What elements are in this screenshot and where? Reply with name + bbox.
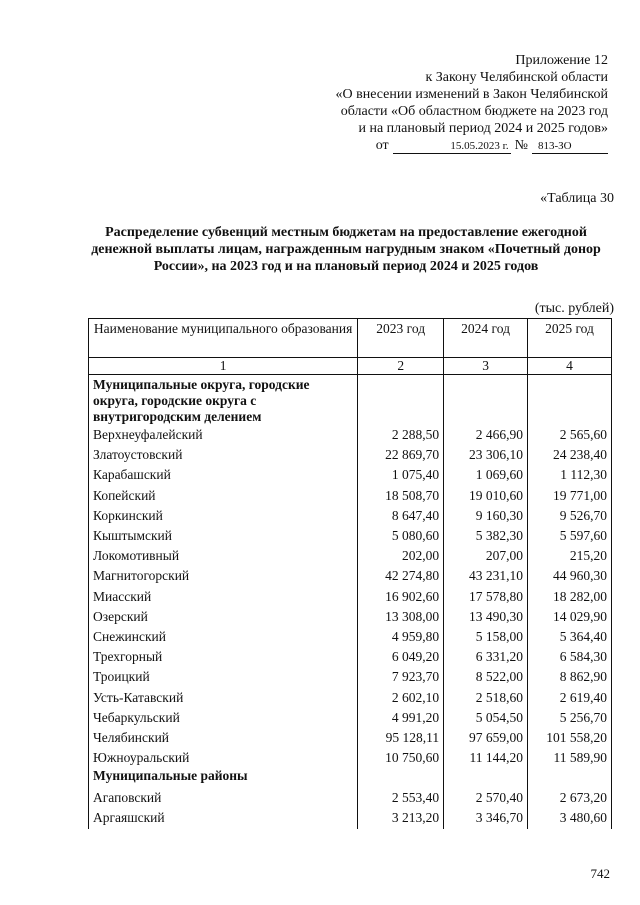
empty-cell xyxy=(358,375,444,426)
value-2025: 101 558,20 xyxy=(528,728,612,748)
value-2023: 1 075,40 xyxy=(358,465,444,485)
section-title: Муниципальные округа, городские округа, городские округа с внутригородским делением xyxy=(89,375,358,426)
value-2024: 3 346,70 xyxy=(444,808,528,828)
value-2024: 11 144,20 xyxy=(444,748,528,768)
table-row xyxy=(89,708,612,728)
col-header-2023: 2023 год xyxy=(358,319,444,358)
municipality-name: Златоустовский xyxy=(89,445,358,465)
value-2023: 95 128,11 xyxy=(358,728,444,748)
table-row xyxy=(89,607,612,627)
value-2023: 18 508,70 xyxy=(358,486,444,506)
col-number-4: 4 xyxy=(528,358,612,375)
col-header-name: Наименование муниципального образования xyxy=(89,319,358,358)
value-2024: 97 659,00 xyxy=(444,728,528,748)
value-2023: 4 991,20 xyxy=(358,708,444,728)
value-2024: 207,00 xyxy=(444,546,528,566)
municipality-name: Снежинский xyxy=(89,627,358,647)
table-row xyxy=(89,627,612,647)
section-title: Муниципальные районы xyxy=(89,768,358,788)
empty-cell xyxy=(528,768,612,788)
empty-cell xyxy=(528,375,612,426)
table-row xyxy=(89,788,612,808)
law-reference: к Закону Челябинской области xyxy=(425,70,608,85)
value-2025: 2 619,40 xyxy=(528,687,612,707)
empty-cell xyxy=(358,768,444,788)
col-number-1: 1 xyxy=(89,358,358,375)
municipality-name: Аргаяшский xyxy=(89,808,358,828)
value-2023: 7 923,70 xyxy=(358,667,444,687)
empty-cell xyxy=(444,375,528,426)
municipality-name: Трехгорный xyxy=(89,647,358,667)
empty-cell xyxy=(444,768,528,788)
table-row xyxy=(89,506,612,526)
municipality-name: Чебаркульский xyxy=(89,708,358,728)
value-2025: 5 364,40 xyxy=(528,627,612,647)
value-2025: 1 112,30 xyxy=(528,465,612,485)
table-header-row xyxy=(89,319,612,358)
table-row xyxy=(89,728,612,748)
value-2024: 5 382,30 xyxy=(444,526,528,546)
value-2023: 16 902,60 xyxy=(358,587,444,607)
page-number: 742 xyxy=(590,866,610,881)
table-row xyxy=(89,445,612,465)
table-row xyxy=(89,647,612,667)
value-2025: 215,20 xyxy=(528,546,612,566)
value-2025: 14 029,90 xyxy=(528,607,612,627)
value-2025: 18 282,00 xyxy=(528,587,612,607)
value-2024: 1 069,60 xyxy=(444,465,528,485)
subvention-table xyxy=(88,318,612,829)
table-row xyxy=(89,667,612,687)
table-row xyxy=(89,808,612,828)
value-2025: 2 673,20 xyxy=(528,788,612,808)
municipality-name: Верхнеуфалейский xyxy=(89,425,358,445)
value-2023: 6 049,20 xyxy=(358,647,444,667)
appendix-title: Приложение 12 xyxy=(515,53,608,68)
table-row xyxy=(89,486,612,506)
value-2024: 43 231,10 xyxy=(444,566,528,586)
value-2023: 5 080,60 xyxy=(358,526,444,546)
value-2025: 19 771,00 xyxy=(528,486,612,506)
municipality-name: Челябинский xyxy=(89,728,358,748)
col-number-3: 3 xyxy=(444,358,528,375)
value-2023: 22 869,70 xyxy=(358,445,444,465)
value-2024: 2 570,40 xyxy=(444,788,528,808)
municipality-name: Агаповский xyxy=(89,788,358,808)
value-2023: 10 750,60 xyxy=(358,748,444,768)
value-2025: 5 256,70 xyxy=(528,708,612,728)
section-header-row xyxy=(89,375,612,426)
value-2023: 2 553,40 xyxy=(358,788,444,808)
law-name-line1: «О внесении изменений в Закон Челябинской xyxy=(335,87,608,102)
table-row xyxy=(89,546,612,566)
table-row xyxy=(89,748,612,768)
value-2024: 8 522,00 xyxy=(444,667,528,687)
table-row xyxy=(89,465,612,485)
table-row xyxy=(89,587,612,607)
document-title: Распределение субвенций местным бюджетам на предоставление ежегодной денежной выплаты лицам, награжденным нагрудным знаком «Почетный донор России», на 2023 год и на плановый период 2024 и 2025 годов xyxy=(91,225,601,274)
value-2023: 13 308,00 xyxy=(358,607,444,627)
municipality-name: Локомотивный xyxy=(89,546,358,566)
value-2025: 5 597,60 xyxy=(528,526,612,546)
col-number-2: 2 xyxy=(358,358,444,375)
col-header-2024: 2024 год xyxy=(444,319,528,358)
number-prefix: № xyxy=(514,138,528,153)
value-2025: 2 565,60 xyxy=(528,425,612,445)
value-2024: 5 054,50 xyxy=(444,708,528,728)
value-2025: 8 862,90 xyxy=(528,667,612,687)
value-2023: 202,00 xyxy=(358,546,444,566)
table-row xyxy=(89,566,612,586)
value-2025: 44 960,30 xyxy=(528,566,612,586)
units-label: (тыс. рублей) xyxy=(534,301,614,316)
section-header-row xyxy=(89,768,612,788)
municipality-name: Кыштымский xyxy=(89,526,358,546)
municipality-name: Карабашский xyxy=(89,465,358,485)
municipality-name: Южноуральский xyxy=(89,748,358,768)
table-reference: «Таблица 30 xyxy=(540,191,614,206)
law-name-line3: и на плановый период 2024 и 2025 годов» xyxy=(358,121,608,136)
municipality-name: Озерский xyxy=(89,607,358,627)
law-name-line2: области «Об областном бюджете на 2023 год xyxy=(340,104,608,119)
law-number: 813-ЗО xyxy=(532,140,608,154)
col-header-2025: 2025 год xyxy=(528,319,612,358)
municipality-name: Троицкий xyxy=(89,667,358,687)
appendix-header xyxy=(336,52,609,154)
value-2024: 9 160,30 xyxy=(444,506,528,526)
value-2024: 5 158,00 xyxy=(444,627,528,647)
value-2025: 9 526,70 xyxy=(528,506,612,526)
value-2024: 19 010,60 xyxy=(444,486,528,506)
value-2023: 4 959,80 xyxy=(358,627,444,647)
table-row xyxy=(89,687,612,707)
value-2023: 8 647,40 xyxy=(358,506,444,526)
value-2024: 23 306,10 xyxy=(444,445,528,465)
value-2023: 2 602,10 xyxy=(358,687,444,707)
law-date-line xyxy=(376,137,608,154)
value-2023: 42 274,80 xyxy=(358,566,444,586)
municipality-name: Магнитогорский xyxy=(89,566,358,586)
municipality-name: Копейский xyxy=(89,486,358,506)
value-2025: 11 589,90 xyxy=(528,748,612,768)
value-2025: 24 238,40 xyxy=(528,445,612,465)
law-date: 15.05.2023 г. xyxy=(393,140,511,154)
value-2023: 2 288,50 xyxy=(358,425,444,445)
value-2025: 6 584,30 xyxy=(528,647,612,667)
table-row xyxy=(89,526,612,546)
value-2024: 17 578,80 xyxy=(444,587,528,607)
municipality-name: Усть-Катавский xyxy=(89,687,358,707)
value-2023: 3 213,20 xyxy=(358,808,444,828)
value-2024: 2 466,90 xyxy=(444,425,528,445)
value-2024: 2 518,60 xyxy=(444,687,528,707)
value-2024: 13 490,30 xyxy=(444,607,528,627)
date-prefix: от xyxy=(375,138,389,153)
value-2025: 3 480,60 xyxy=(528,808,612,828)
municipality-name: Миасский xyxy=(89,587,358,607)
municipality-name: Коркинский xyxy=(89,506,358,526)
value-2024: 6 331,20 xyxy=(444,647,528,667)
column-number-row xyxy=(89,358,612,375)
table-row xyxy=(89,425,612,445)
